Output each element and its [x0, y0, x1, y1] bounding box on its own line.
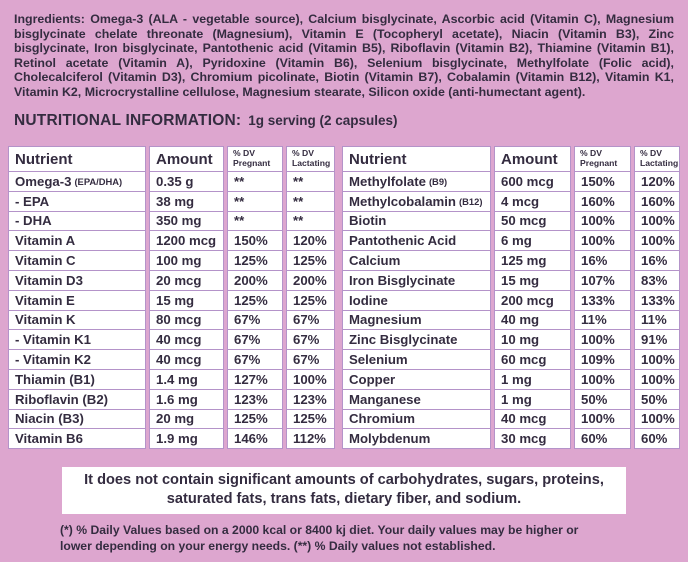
cell-nutrient: Biotin — [343, 211, 490, 231]
nutrient-note: (B12) — [459, 195, 483, 207]
cell-pregnant: 160% — [575, 191, 630, 211]
column-header-pregnant: % DV Pregnant — [580, 148, 618, 168]
cell-nutrient: - Vitamin K2 — [9, 349, 145, 369]
cell-pregnant: 146% — [228, 428, 282, 448]
cell-lactating: 133% — [635, 290, 679, 310]
cell-lactating: 123% — [287, 389, 334, 409]
column-header-amount: Amount — [501, 150, 558, 168]
cell-pregnant: ** — [228, 171, 282, 191]
cell-lactating: 120% — [635, 171, 679, 191]
cell-lactating: ** — [287, 171, 334, 191]
cell-pregnant: 107% — [575, 270, 630, 290]
cell-pregnant: 11% — [575, 310, 630, 330]
cell-pregnant: 60% — [575, 428, 630, 448]
cell-pregnant: 125% — [228, 290, 282, 310]
cell-pregnant: 50% — [575, 389, 630, 409]
no-significant-line-1: It does not contain significant amounts of carbohydrates, sugars, proteins, — [84, 472, 604, 489]
cell-nutrient: Niacin (B3) — [9, 409, 145, 429]
cell-pregnant: 123% — [228, 389, 282, 409]
cell-nutrient: Zinc Bisglycinate — [343, 329, 490, 349]
nutrition-table-left — [8, 146, 335, 449]
cell-pregnant: 16% — [575, 250, 630, 270]
table-column-lactating — [286, 146, 335, 449]
table-column-pregnant — [227, 146, 283, 449]
cell-nutrient: Vitamin E — [9, 290, 145, 310]
serving-size-text: 1g serving (2 capsules) — [248, 113, 398, 128]
cell-amount: 50 mcg — [495, 211, 570, 231]
cell-pregnant: 127% — [228, 369, 282, 389]
cell-pregnant: ** — [228, 211, 282, 231]
no-significant-line-2: saturated fats, trans fats, dietary fiber, and sodium. — [166, 490, 522, 507]
cell-pregnant: 67% — [228, 349, 282, 369]
cell-pregnant: 109% — [575, 349, 630, 369]
cell-nutrient: Manganese — [343, 389, 490, 409]
cell-pregnant: 133% — [575, 290, 630, 310]
nutrient-note: (EPA/DHA) — [74, 175, 123, 187]
nutrient-note: (B9) — [428, 175, 448, 187]
cell-lactating: 125% — [287, 250, 334, 270]
cell-pregnant: 125% — [228, 250, 282, 270]
table-column-amount — [149, 146, 224, 449]
cell-lactating: 112% — [287, 428, 334, 448]
cell-nutrient: Vitamin A — [9, 230, 145, 250]
cell-amount: 40 mcg — [150, 329, 223, 349]
cell-amount: 350 mg — [150, 211, 223, 231]
cell-nutrient: - EPA — [9, 191, 145, 211]
cell-pregnant: 100% — [575, 409, 630, 429]
no-significant-amounts-box — [62, 467, 626, 514]
table-column-nutrient — [342, 146, 491, 449]
column-header-lactating: % DV Lactating — [292, 148, 331, 168]
cell-lactating: 125% — [287, 409, 334, 429]
cell-amount: 600 mcg — [495, 171, 570, 191]
cell-pregnant: ** — [228, 191, 282, 211]
cell-lactating: 100% — [635, 230, 679, 250]
cell-nutrient: Thiamin (B1) — [9, 369, 145, 389]
nutritional-information-title: NUTRITIONAL INFORMATION: — [14, 112, 242, 129]
column-header-lactating: % DV Lactating — [640, 148, 679, 168]
cell-pregnant: 67% — [228, 329, 282, 349]
cell-amount: 125 mg — [495, 250, 570, 270]
cell-amount: 30 mcg — [495, 428, 570, 448]
ingredients-paragraph: Ingredients: Omega-3 (ALA - vegetable source), Calcium bisglycinate, Ascorbic acid (Vitamin C), Magnesium bisglycinate chelate threonate (Magnesium), Vitamin E (Tocopheryl acetate), Niacin (Vitamin B3), Zinc bisglycinate, Iron bisglycinate, Pantothenic acid (Vitamin B5), Riboflavin (Vitamin B2), Thiamine (Vitamin B1), Retinol acetate (Vitamin A), Pyridoxine (Vitamin B6), Selenium bisglycinate, Methylfolate (Folic acid), Cholecalciferol (Vitamin D3), Chromium picolinate, Biotin (Vitamin B7), Cobalamin (Vitamin B12), Vitamin K1, Vitamin K2, Microcrystalline cellulose, Magnesium stearate, Silicon oxide (anti-humectant agent). — [14, 12, 674, 99]
cell-amount: 1200 mcg — [150, 230, 223, 250]
cell-lactating: 160% — [635, 191, 679, 211]
cell-pregnant: 100% — [575, 369, 630, 389]
cell-nutrient: Vitamin D3 — [9, 270, 145, 290]
cell-amount: 15 mg — [150, 290, 223, 310]
table-column-pregnant — [574, 146, 631, 449]
cell-nutrient: Vitamin K — [9, 310, 145, 330]
cell-amount: 20 mg — [150, 409, 223, 429]
cell-nutrient: Iodine — [343, 290, 490, 310]
cell-amount: 100 mg — [150, 250, 223, 270]
cell-pregnant: 67% — [228, 310, 282, 330]
cell-lactating: 100% — [635, 369, 679, 389]
cell-nutrient: Calcium — [343, 250, 490, 270]
cell-pregnant: 150% — [228, 230, 282, 250]
column-header-pregnant: % DV Pregnant — [233, 148, 271, 168]
cell-pregnant: 150% — [575, 171, 630, 191]
cell-nutrient: Methylfolate (B9) — [343, 171, 490, 191]
cell-amount: 20 mcg — [150, 270, 223, 290]
nutritional-information-heading — [8, 112, 680, 130]
cell-amount: 60 mcg — [495, 349, 570, 369]
cell-lactating: 200% — [287, 270, 334, 290]
cell-nutrient: Pantothenic Acid — [343, 230, 490, 250]
cell-lactating: 100% — [287, 369, 334, 389]
cell-amount: 1 mg — [495, 389, 570, 409]
cell-nutrient: Riboflavin (B2) — [9, 389, 145, 409]
cell-pregnant: 100% — [575, 230, 630, 250]
cell-lactating: 100% — [635, 409, 679, 429]
cell-amount: 38 mg — [150, 191, 223, 211]
cell-nutrient: Molybdenum — [343, 428, 490, 448]
footnote-line-1: (*) % Daily Values based on a 2000 kcal or 8400 kj diet. Your daily values may be higher or — [60, 523, 579, 538]
cell-nutrient: Copper — [343, 369, 490, 389]
cell-amount: 1.6 mg — [150, 389, 223, 409]
cell-amount: 40 mg — [495, 310, 570, 330]
cell-nutrient: Methylcobalamin (B12) — [343, 191, 490, 211]
cell-nutrient: - DHA — [9, 211, 145, 231]
cell-nutrient: - Vitamin K1 — [9, 329, 145, 349]
cell-nutrient: Vitamin C — [9, 250, 145, 270]
cell-lactating: 67% — [287, 329, 334, 349]
cell-nutrient: Selenium — [343, 349, 490, 369]
cell-lactating: 100% — [635, 349, 679, 369]
cell-lactating: 125% — [287, 290, 334, 310]
cell-lactating: 50% — [635, 389, 679, 409]
nutrition-table-right — [342, 146, 680, 449]
column-header-amount: Amount — [156, 150, 213, 168]
cell-amount: 1 mg — [495, 369, 570, 389]
nutrition-tables — [8, 146, 680, 449]
cell-lactating: 91% — [635, 329, 679, 349]
cell-amount: 1.9 mg — [150, 428, 223, 448]
cell-lactating: 11% — [635, 310, 679, 330]
cell-lactating: 67% — [287, 310, 334, 330]
cell-lactating: 100% — [635, 211, 679, 231]
cell-nutrient: Omega-3 (EPA/DHA) — [9, 171, 145, 191]
cell-lactating: 120% — [287, 230, 334, 250]
cell-amount: 6 mg — [495, 230, 570, 250]
cell-lactating: 60% — [635, 428, 679, 448]
cell-lactating: 67% — [287, 349, 334, 369]
cell-amount: 40 mcg — [150, 349, 223, 369]
cell-nutrient: Vitamin B6 — [9, 428, 145, 448]
cell-lactating: ** — [287, 211, 334, 231]
cell-pregnant: 100% — [575, 329, 630, 349]
cell-amount: 80 mcg — [150, 310, 223, 330]
cell-amount: 40 mcg — [495, 409, 570, 429]
footnote-line-2: lower depending on your energy needs. (**) % Daily values not established. — [60, 538, 496, 553]
cell-amount: 1.4 mg — [150, 369, 223, 389]
cell-amount: 10 mg — [495, 329, 570, 349]
table-column-lactating — [634, 146, 680, 449]
column-header-nutrient: Nutrient — [349, 150, 407, 168]
cell-lactating: 83% — [635, 270, 679, 290]
cell-lactating: ** — [287, 191, 334, 211]
cell-amount: 0.35 g — [150, 171, 223, 191]
column-header-nutrient: Nutrient — [15, 150, 73, 168]
cell-lactating: 16% — [635, 250, 679, 270]
cell-pregnant: 125% — [228, 409, 282, 429]
cell-nutrient: Magnesium — [343, 310, 490, 330]
cell-amount: 4 mcg — [495, 191, 570, 211]
daily-values-footnote — [60, 523, 650, 554]
cell-nutrient: Chromium — [343, 409, 490, 429]
cell-pregnant: 200% — [228, 270, 282, 290]
cell-nutrient: Iron Bisglycinate — [343, 270, 490, 290]
cell-pregnant: 100% — [575, 211, 630, 231]
cell-amount: 200 mcg — [495, 290, 570, 310]
table-column-amount — [494, 146, 571, 449]
table-column-nutrient — [8, 146, 146, 449]
cell-amount: 15 mg — [495, 270, 570, 290]
